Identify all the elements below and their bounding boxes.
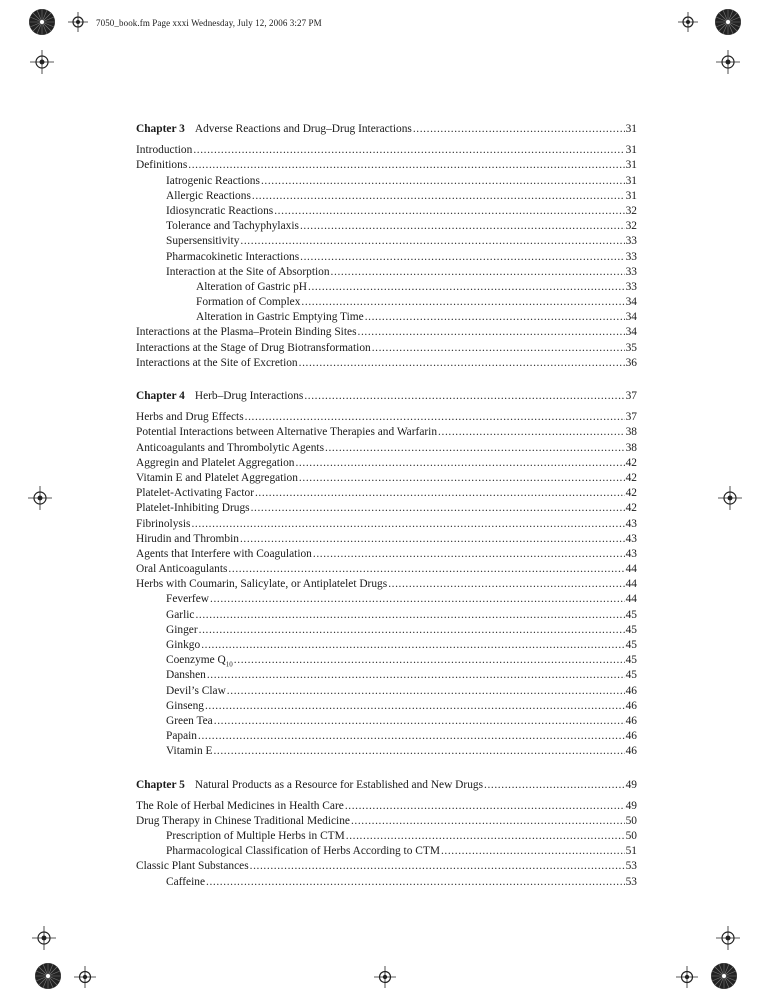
top-left-sunburst-mark [28, 8, 56, 36]
entry-title: Interactions at the Stage of Drug Biotransformation [136, 341, 371, 354]
entry-title: Herbs with Coumarin, Salicylate, or Antiplatelet Drugs [136, 578, 388, 591]
page-number: 34 [625, 296, 637, 309]
entry-title: Devil’s Claw [166, 684, 226, 697]
toc-entry[interactable] [136, 592, 637, 607]
page-number: 33 [625, 280, 637, 293]
toc-entry[interactable] [136, 517, 637, 532]
toc-entry[interactable] [136, 859, 637, 874]
crosshair-left-upper-icon [30, 50, 54, 74]
crosshair-top-left-icon [68, 12, 88, 32]
entry-title: Vitamin E [166, 745, 213, 758]
page-number: 42 [625, 456, 637, 469]
entry-title: Interaction at the Site of Absorption [166, 265, 330, 278]
entry-title: Danshen [166, 669, 206, 682]
toc-entry[interactable] [136, 425, 637, 440]
chapter-title: Adverse Reactions and Drug–Drug Interactions [194, 123, 412, 135]
page-number: 45 [625, 669, 637, 682]
bottom-left-sunburst-mark [34, 962, 62, 990]
entry-title: Alteration of Gastric pH [196, 280, 308, 293]
entry-title: Definitions [136, 159, 188, 172]
toc-entry[interactable] [136, 799, 637, 814]
page-number: 35 [625, 341, 637, 354]
toc-entry[interactable] [136, 250, 637, 265]
crosshair-right-upper-icon [716, 50, 740, 74]
chapter-label: Chapter 4 [136, 390, 185, 402]
toc-entry[interactable] [136, 280, 637, 295]
entry-title: Garlic [166, 608, 195, 621]
page-number: 36 [625, 356, 637, 369]
chapter-title: Natural Products as a Resource for Established and New Drugs [194, 778, 484, 791]
entry-title: Coenzyme Q [166, 654, 226, 667]
page-number: 31 [625, 144, 637, 157]
entry-title: Vitamin E and Platelet Aggregation [136, 471, 298, 484]
page-number: 46 [625, 699, 637, 712]
toc-entry[interactable] [136, 653, 637, 668]
entry-title: Alteration in Gastric Emptying Time [196, 311, 364, 324]
toc-entry[interactable] [136, 174, 637, 189]
page-number: 38 [625, 441, 637, 454]
toc-entry[interactable] [136, 456, 637, 471]
page-number: 46 [625, 730, 637, 743]
toc-entry[interactable] [136, 562, 637, 577]
page-number: 31 [625, 189, 637, 202]
crosshair-right-lower-icon [716, 926, 740, 950]
entry-title: Potential Interactions between Alternative Therapies and Warfarin [136, 426, 438, 439]
crosshair-bottom-right-icon [676, 966, 698, 988]
bottom-right-sunburst-mark [710, 962, 738, 990]
running-header: 7050_book.fm Page xxxi Wednesday, July 12, 2006 3:27 PM [96, 18, 322, 28]
page-number: 44 [625, 563, 637, 576]
table-of-contents [136, 122, 637, 890]
entry-title: Platelet-Inhibiting Drugs [136, 502, 250, 515]
toc-entry[interactable] [136, 829, 637, 844]
crosshair-right-middle-icon [718, 486, 742, 510]
entry-title: Green Tea [166, 714, 213, 727]
page-number: 32 [625, 220, 637, 233]
toc-entry[interactable] [136, 699, 637, 714]
page-number: 31 [625, 159, 637, 172]
toc-entry[interactable] [136, 310, 637, 325]
entry-title: Pharmacological Classification of Herbs According to CTM [166, 845, 440, 858]
toc-entry[interactable] [136, 623, 637, 638]
entry-title: Interactions at the Site of Excretion [136, 356, 298, 369]
toc-entry[interactable] [136, 844, 637, 859]
page-number: 34 [625, 311, 637, 324]
entry-title: Prescription of Multiple Herbs in CTM [166, 830, 345, 843]
toc-entry[interactable] [136, 341, 637, 356]
toc-entry[interactable] [136, 325, 637, 340]
toc-entry[interactable] [136, 471, 637, 486]
entry-subscript: 10 [225, 660, 233, 669]
entry-title: Interactions at the Plasma–Protein Binding Sites [136, 326, 357, 339]
toc-entry[interactable] [136, 234, 637, 249]
toc-entry[interactable] [136, 441, 637, 456]
page-number: 45 [625, 654, 637, 667]
toc-entry[interactable] [136, 729, 637, 744]
page-number: 50 [625, 830, 637, 843]
toc-entry[interactable] [136, 501, 637, 516]
chapter-title: Herb–Drug Interactions [194, 390, 304, 402]
page-number: 42 [625, 487, 637, 500]
entry-title: Ginger [166, 623, 198, 636]
chapter-label: Chapter 5 [136, 778, 185, 791]
page-number: 46 [625, 714, 637, 727]
entry-title: Herbs and Drug Effects [136, 411, 244, 424]
toc-entry[interactable] [136, 638, 637, 653]
toc-entry[interactable] [136, 295, 637, 310]
toc-entry[interactable] [136, 814, 637, 829]
entry-title: Platelet-Activating Factor [136, 487, 254, 500]
chapter-label: Chapter 3 [136, 123, 185, 135]
entry-title: Hirudin and Thrombin [136, 532, 239, 545]
crosshair-left-lower-icon [32, 926, 56, 950]
toc-entry[interactable] [136, 204, 637, 219]
page-number: 51 [625, 845, 637, 858]
page-number: 33 [625, 235, 637, 248]
page-number: 31 [625, 174, 637, 187]
page-number: 37 [625, 390, 637, 402]
entry-title: Aggregin and Platelet Aggregation [136, 456, 295, 469]
page-number: 42 [625, 502, 637, 515]
page-number: 43 [625, 532, 637, 545]
page-number: 53 [625, 860, 637, 873]
toc-entry[interactable] [136, 189, 637, 204]
page-number: 49 [625, 799, 637, 812]
entry-title: Iatrogenic Reactions [166, 174, 260, 187]
crosshair-bottom-left-icon [74, 966, 96, 988]
entry-title: Papain [166, 730, 198, 743]
toc-entry[interactable] [136, 875, 637, 890]
entry-title: The Role of Herbal Medicines in Health Care [136, 799, 344, 812]
page-number: 50 [625, 814, 637, 827]
page-number: 37 [625, 411, 637, 424]
top-right-sunburst-mark [714, 8, 742, 36]
toc-entry[interactable] [136, 714, 637, 729]
entry-title: Oral Anticoagulants [136, 563, 228, 576]
toc-entry[interactable] [136, 219, 637, 234]
toc-entry[interactable] [136, 668, 637, 683]
page-number: 46 [625, 745, 637, 758]
page-number: 53 [625, 875, 637, 888]
toc-entry[interactable] [136, 486, 637, 501]
entry-title: Caffeine [166, 875, 206, 888]
chapter-5-heading[interactable] [136, 778, 637, 793]
page-number: 33 [625, 250, 637, 263]
page-number: 42 [625, 471, 637, 484]
page-number: 43 [625, 547, 637, 560]
page-number: 43 [625, 517, 637, 530]
toc-entry[interactable] [136, 158, 637, 173]
entry-title: Tolerance and Tachyphylaxis [166, 220, 299, 233]
entry-title: Allergic Reactions [166, 189, 251, 202]
entry-title: Drug Therapy in Chinese Traditional Medicine [136, 814, 350, 827]
page-number: 46 [625, 684, 637, 697]
entry-title: Introduction [136, 144, 193, 157]
page-number: 33 [625, 265, 637, 278]
entry-title: Idiosyncratic Reactions [166, 204, 274, 217]
entry-title: Formation of Complex [196, 296, 301, 309]
page-number: 34 [625, 326, 637, 339]
page-number: 44 [625, 593, 637, 606]
entry-title: Anticoagulants and Thrombolytic Agents [136, 441, 325, 454]
entry-title: Classic Plant Substances [136, 860, 249, 873]
page-number: 45 [625, 608, 637, 621]
page-number: 38 [625, 426, 637, 439]
toc-entry[interactable] [136, 684, 637, 699]
toc-entry[interactable] [136, 608, 637, 623]
toc-entry[interactable] [136, 356, 637, 371]
toc-entry[interactable] [136, 532, 637, 547]
entry-title: Agents that Interfere with Coagulation [136, 547, 312, 560]
crosshair-top-right-icon [678, 12, 698, 32]
toc-entry[interactable] [136, 547, 637, 562]
entry-title: Supersensitivity [166, 235, 240, 248]
entry-title: Fibrinolysis [136, 517, 191, 530]
crosshair-bottom-center-icon [374, 966, 396, 988]
entry-title: Pharmacokinetic Interactions [166, 250, 300, 263]
page-number: 31 [625, 123, 637, 135]
page-number: 45 [625, 639, 637, 651]
page-number: 45 [625, 623, 637, 636]
toc-entry[interactable] [136, 744, 637, 759]
toc-entry[interactable] [136, 143, 637, 158]
crosshair-left-middle-icon [28, 486, 52, 510]
toc-entry[interactable] [136, 410, 637, 425]
chapter-4-heading[interactable] [136, 389, 637, 404]
page-number: 32 [625, 204, 637, 217]
toc-entry[interactable] [136, 265, 637, 280]
entry-title: Ginseng [166, 699, 204, 712]
entry-title: Feverfew [166, 593, 210, 606]
chapter-3-heading[interactable] [136, 122, 637, 137]
toc-entry[interactable] [136, 577, 637, 592]
page-number: 44 [625, 578, 637, 591]
entry-title: Ginkgo [166, 639, 201, 651]
page-number: 49 [625, 778, 637, 791]
